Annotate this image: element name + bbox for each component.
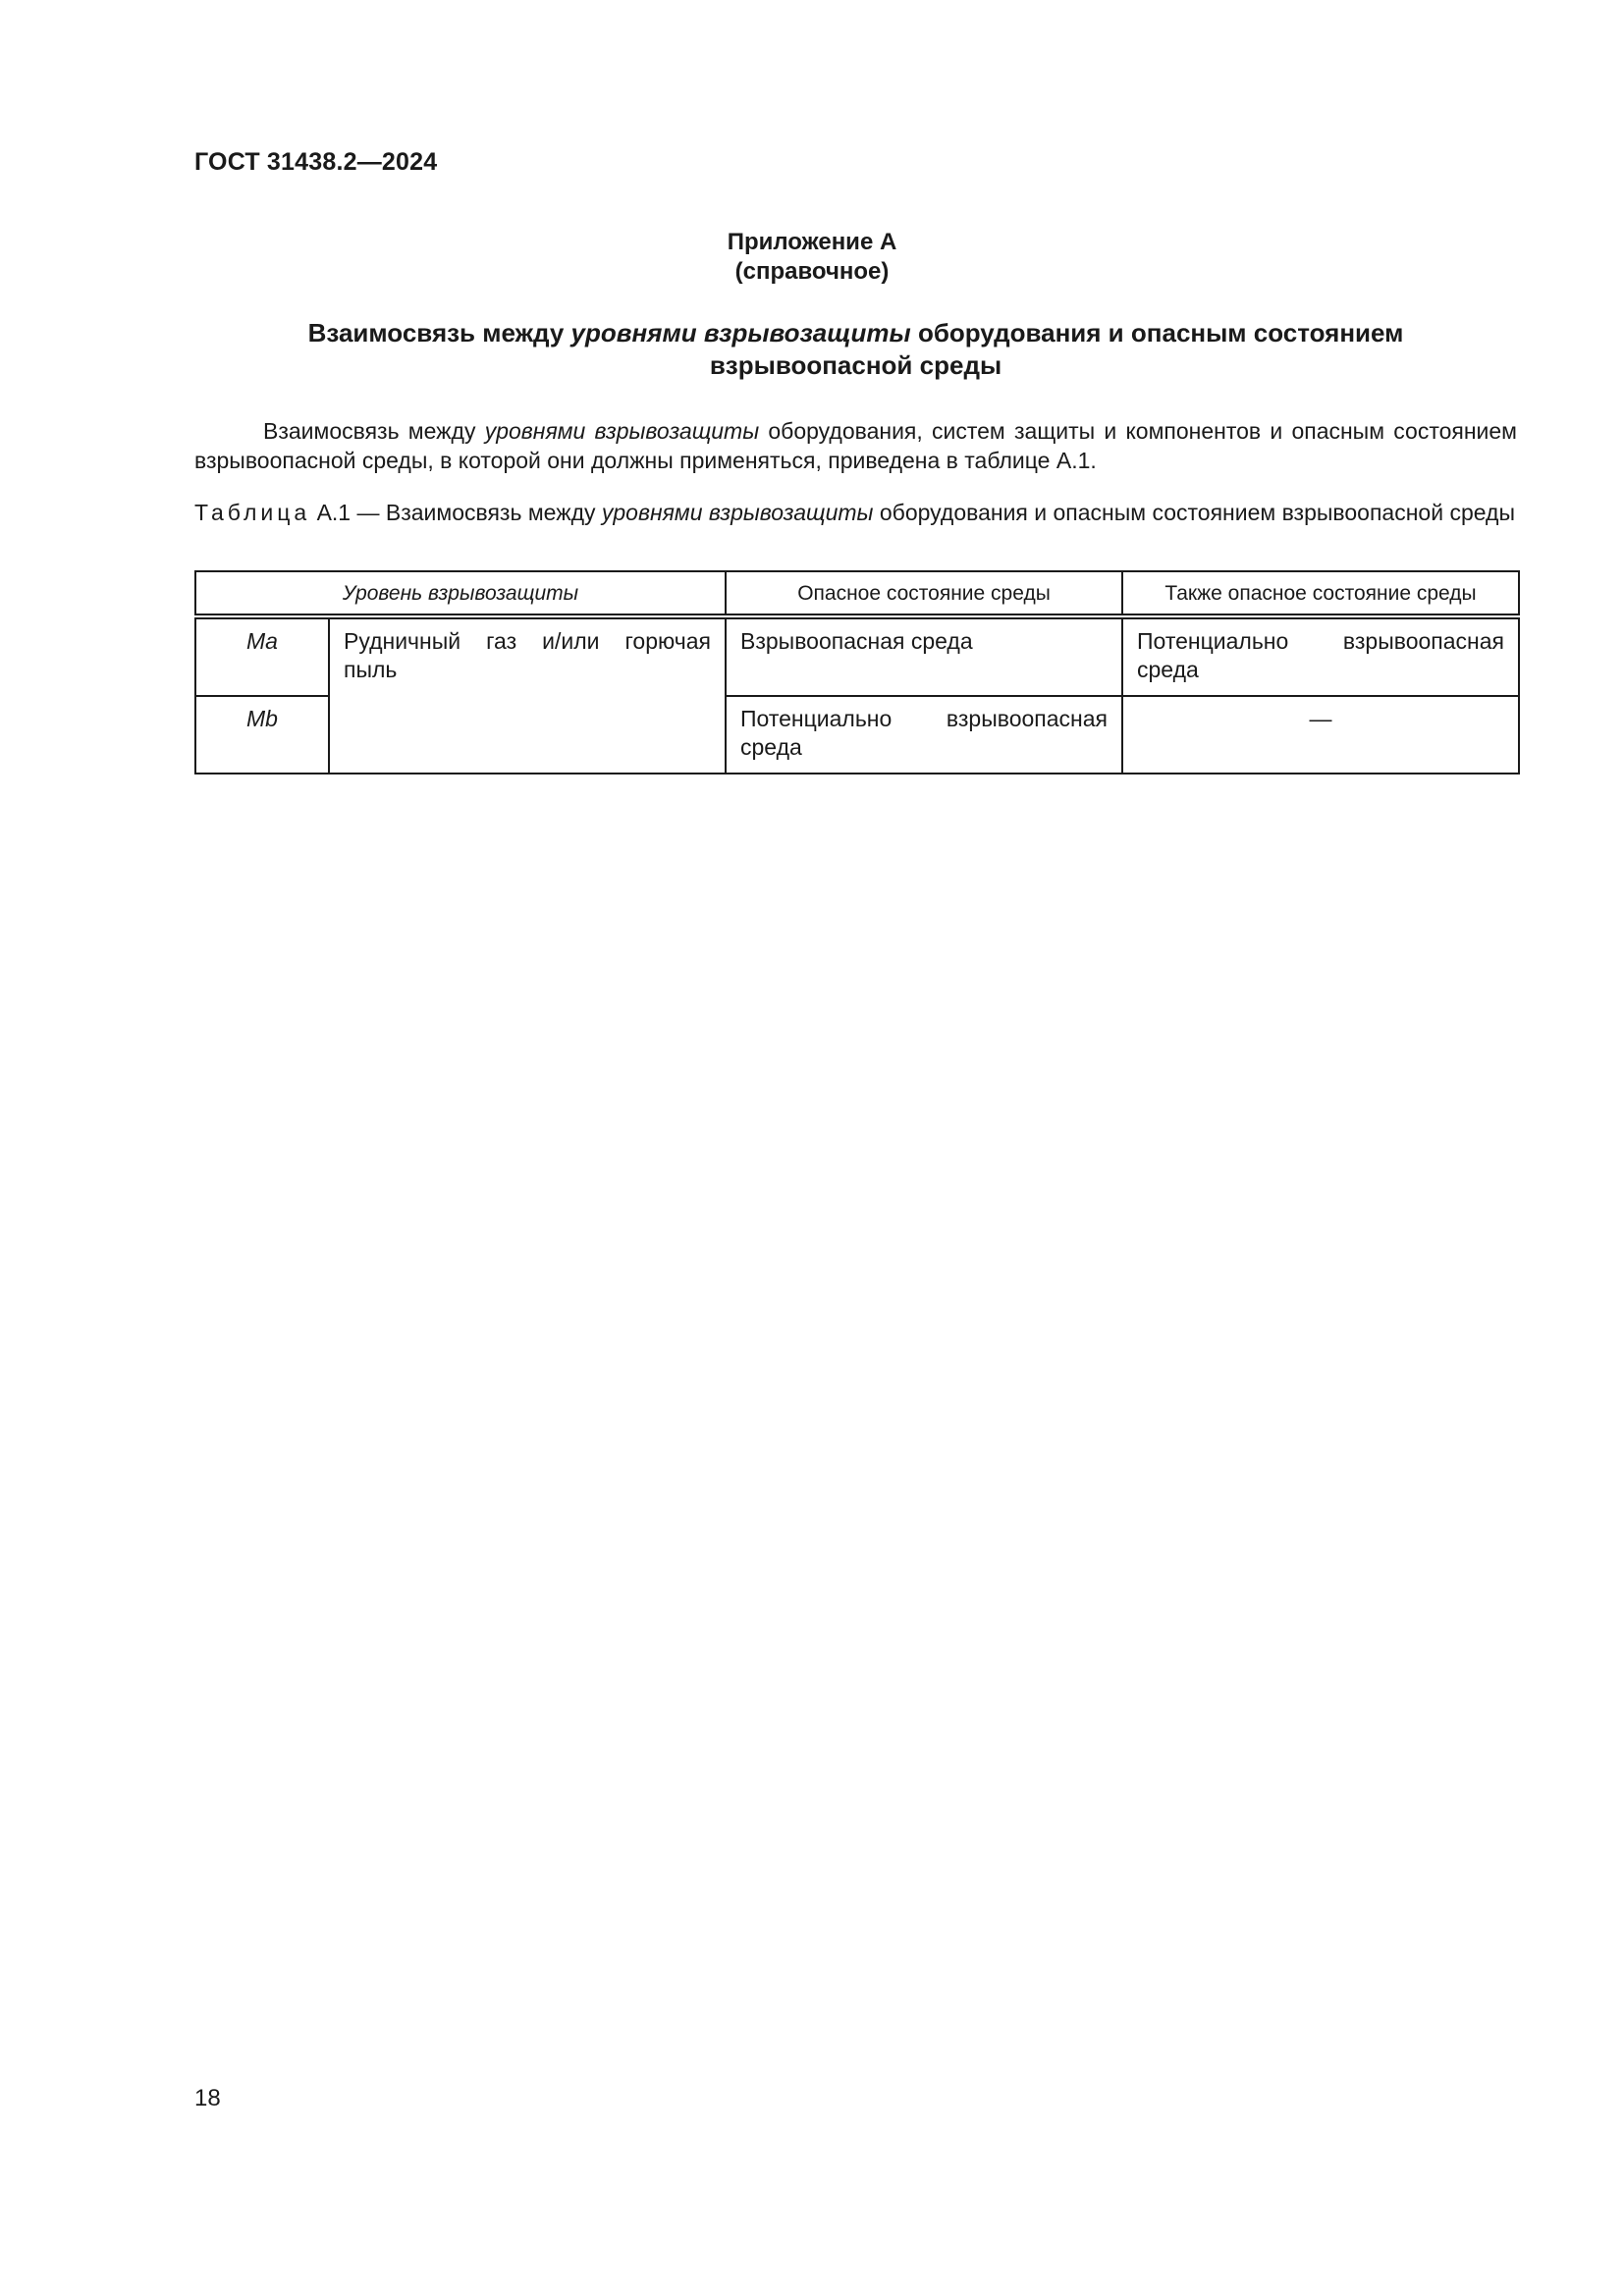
appendix-type: (справочное) — [734, 258, 890, 285]
document-code: ГОСТ 31438.2—2024 — [194, 148, 438, 176]
protection-level-table — [194, 570, 1520, 774]
page-number: 18 — [194, 2085, 221, 2111]
caption-italic: уровнями взрывозащиты — [601, 500, 874, 525]
caption-number: А.1 — Взаимосвязь между — [310, 500, 602, 525]
caption-label: Таблица — [194, 500, 311, 525]
level-cell: Mb — [195, 696, 329, 774]
level-cell: Ma — [195, 616, 329, 696]
group-cell: Рудничный газ и/или горючая пыль — [329, 616, 726, 774]
table-caption — [194, 499, 1517, 527]
intro-italic: уровнями взрывозащиты — [484, 418, 760, 444]
title-italic: уровнями взрывозащиты — [570, 318, 911, 347]
also-cell: Потенциально взрывоопасная среда — [1122, 616, 1519, 696]
appendix-title — [194, 317, 1517, 382]
header-protection-level: Уровень взрывозащиты — [195, 571, 726, 616]
title-part1: Взаимосвязь между — [307, 318, 571, 347]
intro-paragraph — [194, 416, 1517, 475]
table-row — [195, 616, 1519, 696]
environment-cell: Потенциально взрывоопасная среда — [726, 696, 1122, 774]
title-part2: оборудования и опасным состоянием — [910, 318, 1404, 347]
header-also-hazard-state: Также опасное состояние среды — [1122, 571, 1519, 616]
intro-part1: Взаимосвязь между — [263, 418, 485, 444]
table-header-row — [195, 571, 1519, 616]
caption-part2: оборудования и опасным состоянием взрывоопасной среды — [873, 500, 1515, 525]
header-hazard-state: Опасное состояние среды — [726, 571, 1122, 616]
environment-cell: Взрывоопасная среда — [726, 616, 1122, 696]
intro-part2: оборудования, систем защиты и компонентов и опасным состоянием взрывоопасной среды, в которой они должны применяться, приведена в таблице А.1. — [194, 418, 1517, 473]
appendix-label: Приложение А — [727, 229, 897, 255]
also-cell: — — [1122, 696, 1519, 774]
appendix-heading — [0, 228, 1624, 287]
title-line2: взрывоопасной среды — [709, 350, 1002, 380]
